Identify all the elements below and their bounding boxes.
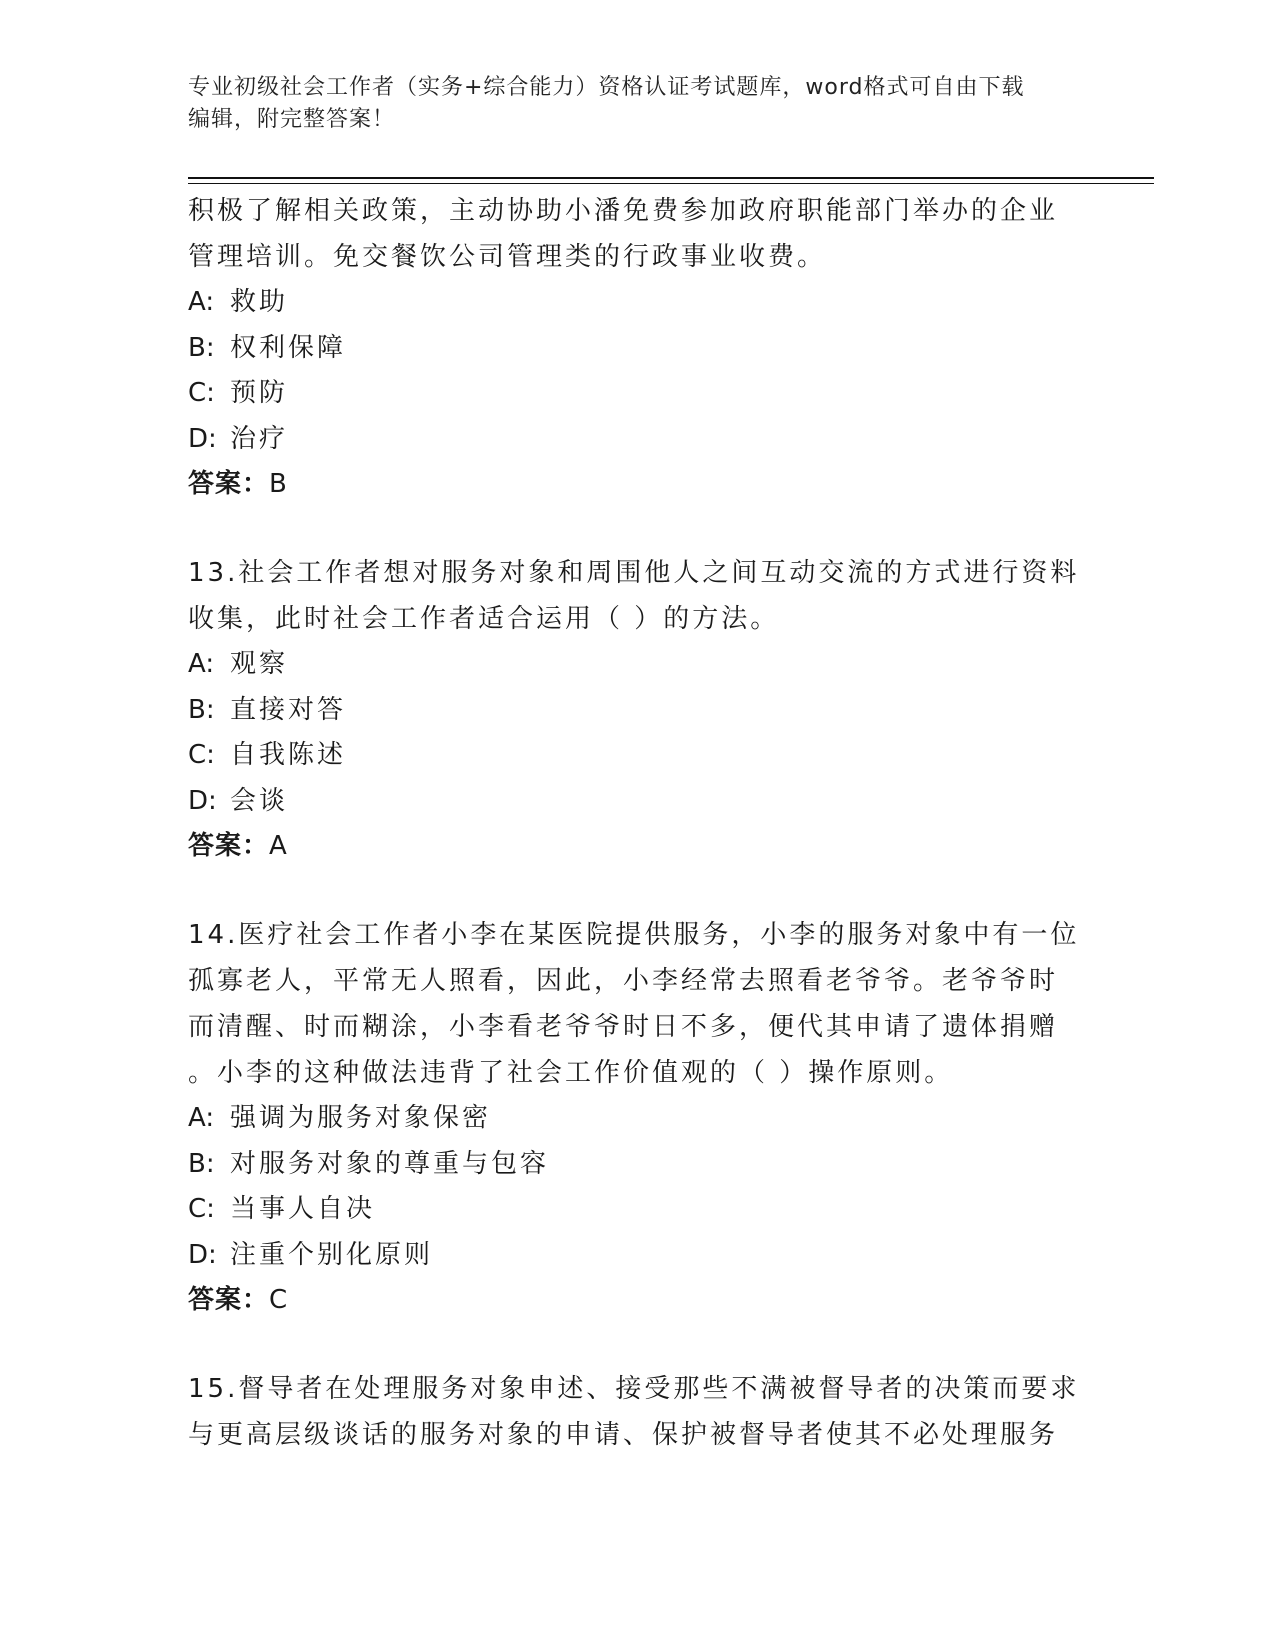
question-15 <box>188 1366 1108 1458</box>
option-letter: B: <box>188 332 215 363</box>
option-d <box>188 1233 1108 1279</box>
option-text: 会谈 <box>230 785 289 816</box>
header-rule-thin <box>188 183 1154 184</box>
option-a <box>188 280 1108 326</box>
header-rule-thick <box>188 177 1154 179</box>
option-text: 观察 <box>230 649 289 679</box>
option-letter: C: <box>188 378 215 408</box>
page-header <box>188 72 1088 136</box>
answer-label: 答案： <box>188 831 270 861</box>
question-stem-line: 而清醒、时而糊涂，小李看老爷爷时日不多，便代其申请了遗体捐赠 <box>188 1012 1059 1042</box>
question-stem-line: 管理培训。免交餐饮公司管理类的行政事业收费。 <box>188 242 827 272</box>
option-a <box>188 642 1108 688</box>
option-b <box>188 1142 1108 1188</box>
option-letter: A: <box>188 649 215 679</box>
option-text: 强调为服务对象保密 <box>230 1103 492 1133</box>
answer-label: 答案： <box>188 1285 270 1315</box>
question-stem-line: 积极了解相关政策，主动协助小潘免费参加政府职能部门举办的企业 <box>188 196 1059 226</box>
question-list <box>188 188 1108 1458</box>
question-13 <box>188 550 1108 868</box>
option-text: 对服务对象的尊重与包容 <box>230 1148 550 1179</box>
option-c <box>188 1187 1108 1233</box>
option-text: 当事人自决 <box>230 1194 376 1224</box>
option-text: 直接对答 <box>230 694 347 725</box>
question-stem-line: 与更高层级谈话的服务对象的申请、保护被督导者使其不必处理服务 <box>188 1420 1059 1450</box>
option-a <box>188 1096 1108 1142</box>
option-text: 注重个别化原则 <box>230 1239 434 1270</box>
option-letter: A: <box>188 287 215 317</box>
option-b <box>188 326 1108 372</box>
option-text: 权利保障 <box>230 332 347 363</box>
answer-line <box>188 1278 1108 1322</box>
question-12 <box>188 188 1108 506</box>
option-letter: C: <box>188 1194 215 1224</box>
question-stem-line: 孤寡老人，平常无人照看，因此，小李经常去照看老爷爷。老爷爷时 <box>188 966 1059 996</box>
question-14 <box>188 912 1108 1322</box>
option-c <box>188 733 1108 779</box>
answer-line <box>188 824 1108 868</box>
option-letter: D: <box>188 1239 217 1270</box>
option-text: 预防 <box>230 378 289 408</box>
option-letter: C: <box>188 740 215 770</box>
option-c <box>188 371 1108 417</box>
option-letter: D: <box>188 785 217 816</box>
question-stem-line: 13.社会工作者想对服务对象和周围他人之间互动交流的方式进行资料 <box>188 558 1080 588</box>
option-letter: A: <box>188 1103 215 1133</box>
option-text: 救助 <box>230 287 289 317</box>
question-spacer <box>188 506 1108 550</box>
answer-line <box>188 462 1108 506</box>
option-text: 自我陈述 <box>230 740 347 770</box>
option-letter: D: <box>188 423 217 454</box>
question-stem-line: 14.医疗社会工作者小李在某医院提供服务，小李的服务对象中有一位 <box>188 920 1080 950</box>
header-line-2: 编辑，附完整答案！ <box>188 107 396 132</box>
question-stem-line: 15.督导者在处理服务对象申述、接受那些不满被督导者的决策而要求 <box>188 1374 1080 1404</box>
question-stem-line: 。小李的这种做法违背了社会工作价值观的（ ）操作原则。 <box>188 1058 954 1088</box>
option-b <box>188 688 1108 734</box>
question-stem-line: 收集，此时社会工作者适合运用（ ）的方法。 <box>188 604 780 634</box>
answer-value: C <box>269 1285 289 1315</box>
question-spacer <box>188 1322 1108 1366</box>
header-line-1: 专业初级社会工作者（实务+综合能力）资格认证考试题库，word格式可自由下载 <box>188 75 1025 100</box>
option-d <box>188 417 1108 463</box>
question-spacer <box>188 868 1108 912</box>
option-text: 治疗 <box>230 423 289 454</box>
option-letter: B: <box>188 694 215 725</box>
answer-label: 答案： <box>188 469 270 499</box>
answer-value: A <box>269 831 288 861</box>
option-d <box>188 779 1108 825</box>
option-letter: B: <box>188 1148 215 1179</box>
answer-value: B <box>269 469 288 499</box>
